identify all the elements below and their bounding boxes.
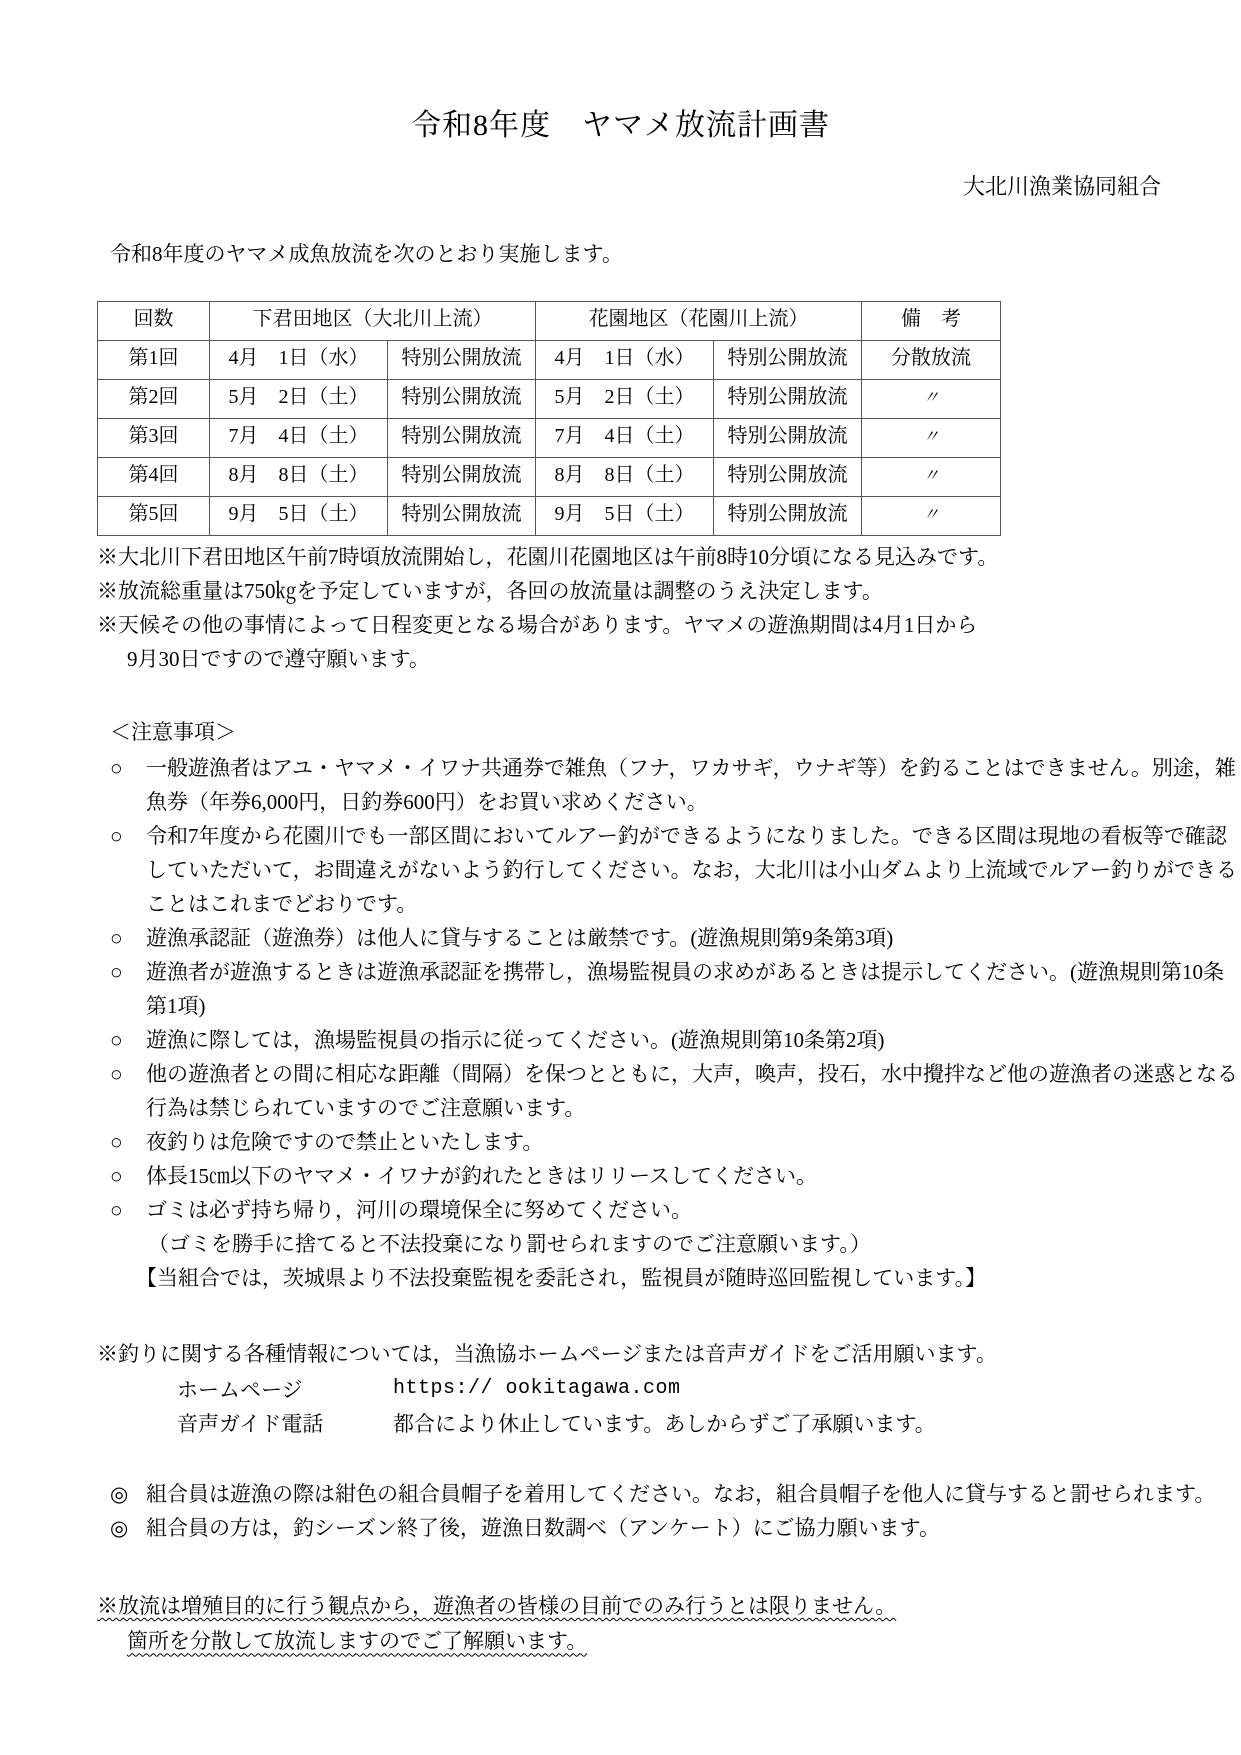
- table-header-row: [98, 301, 1001, 340]
- garbage-sub-note: （ゴミを勝手に捨てると不法投棄になり罰せられますのでご注意願います。）: [148, 1232, 871, 1257]
- release-schedule-table-wrapper: [0, 268, 1241, 536]
- cell-kaisu: 第4回: [98, 457, 210, 496]
- cell-area2-date: 7月 4日（土）: [536, 418, 714, 457]
- table-row: [98, 418, 1001, 457]
- final-line-1: ※放流は増殖目的に行う観点から，遊漁者の皆様の目前でのみ行うとは限りません。: [97, 1594, 897, 1619]
- cell-area1-date: 5月 2日（土）: [210, 379, 388, 418]
- final-emphasis-block: [0, 1545, 1241, 1660]
- homepage-url[interactable]: https:// ookitagawa.com: [393, 1377, 681, 1401]
- cell-area1-kind: 特別公開放流: [388, 457, 536, 496]
- cell-biko: 分散放流: [862, 340, 1001, 379]
- bullet-circle-icon: ○: [110, 1027, 123, 1052]
- release-schedule-table: [97, 301, 1001, 536]
- caution-item-text: ゴミは必ず持ち帰り，河川の環境保全に努めてください。: [146, 1198, 692, 1223]
- list-item: [110, 819, 1241, 921]
- list-item: [110, 955, 1241, 1023]
- cell-biko: 〃: [862, 457, 1001, 496]
- list-item: [110, 1511, 1241, 1545]
- cell-area1-date: 9月 5日（土）: [210, 496, 388, 535]
- table-row: [98, 457, 1001, 496]
- caution-item-text: 体長15㎝以下のヤマメ・イワナが釣れたときはリリースしてください。: [146, 1164, 817, 1189]
- member-item-text: 組合員は遊漁の際は紺色の組合員帽子を着用してください。なお，組合員帽子を他人に貸与すると罰せられます。: [146, 1482, 1216, 1507]
- cell-area1-kind: 特別公開放流: [388, 340, 536, 379]
- cell-area2-kind: 特別公開放流: [714, 457, 862, 496]
- organization-name: 大北川漁業協同組合: [962, 174, 1161, 199]
- bullet-circle-icon: ○: [110, 823, 123, 848]
- bullet-circle-icon: ○: [110, 1198, 123, 1223]
- list-item: [110, 1057, 1241, 1125]
- cell-area1-date: 8月 8日（土）: [210, 457, 388, 496]
- list-item: [110, 1193, 1241, 1227]
- info-lead-text: ※釣りに関する各種情報については，当漁協ホームページまたは音声ガイドをご活用願います。: [97, 1342, 997, 1367]
- table-row: [98, 340, 1001, 379]
- cell-biko: 〃: [862, 496, 1001, 535]
- cell-area2-kind: 特別公開放流: [714, 379, 862, 418]
- cell-area2-date: 4月 1日（水）: [536, 340, 714, 379]
- cell-area2-kind: 特別公開放流: [714, 340, 862, 379]
- cell-area2-date: 8月 8日（土）: [536, 457, 714, 496]
- footnote-1: ※大北川下君田地区午前7時頃放流開始し，花園川花園地区は午前8時10分頃になる見込みです。: [97, 544, 999, 569]
- caution-item-text: 一般遊漁者はアユ・ヤマメ・イワナ共通券で雑魚（フナ，ワカサギ，ウナギ等）を釣ることはできません。別途，雑魚券（年券6,000円，日釣券600円）をお買い求めください。: [146, 755, 1236, 814]
- table-row: [98, 496, 1001, 535]
- cell-area2-kind: 特別公開放流: [714, 418, 862, 457]
- th-kaisu: 回数: [98, 301, 210, 340]
- cell-area1-kind: 特別公開放流: [388, 379, 536, 418]
- th-area-shimokimita: 下君田地区（大北川上流）: [210, 301, 536, 340]
- list-item: [110, 921, 1241, 955]
- list-item: [110, 751, 1241, 819]
- cell-kaisu: 第3回: [98, 418, 210, 457]
- footnote-2: ※放流総重量は750㎏を予定していますが，各回の放流量は調整のうえ決定します。: [97, 578, 883, 603]
- cell-area2-date: 9月 5日（土）: [536, 496, 714, 535]
- bullet-circle-icon: ○: [110, 1130, 123, 1154]
- bullet-double-circle-icon: ◎: [110, 1516, 129, 1541]
- bullet-double-circle-icon: ◎: [110, 1482, 129, 1507]
- caution-item-text: 令和7年度から花園川でも一部区間においてルアー釣ができるようになりました。できる区間は現地の看板等で確認していただいて，お間違えがないよう釣行してください。なお，大北川は小山ダムより上流域でルアー釣りができることはこれまでどおりです。: [146, 823, 1237, 916]
- footnote-3: ※天候その他の事情によって日程変更となる場合があります。ヤマメの遊漁期間は4月1日から: [97, 612, 978, 637]
- bullet-circle-icon: ○: [110, 1061, 123, 1086]
- cell-area2-kind: 特別公開放流: [714, 496, 862, 535]
- footnote-3-cont: 9月30日ですので遵守願います。: [127, 646, 430, 671]
- cell-biko: 〃: [862, 418, 1001, 457]
- cell-area1-date: 7月 4日（土）: [210, 418, 388, 457]
- th-area-hanazono: 花園地区（花園川上流）: [536, 301, 862, 340]
- cell-area2-date: 5月 2日（土）: [536, 379, 714, 418]
- intro-paragraph: 令和8年度のヤマメ成魚放流を次のとおり実施します。: [110, 242, 623, 267]
- cell-kaisu: 第1回: [98, 340, 210, 379]
- caution-section-heading: ＜注意事項＞: [110, 719, 236, 744]
- member-list: [0, 1441, 1241, 1545]
- ibaraki-monitoring-note: 【当組合では，茨城県より不法投棄監視を委託され，監視員が随時巡回監視しています。】: [136, 1266, 987, 1291]
- contact-label-voice-guide: 音声ガイド電話: [177, 1412, 324, 1437]
- bullet-circle-icon: ○: [110, 1164, 123, 1189]
- contact-label-homepage: ホームページ: [177, 1378, 303, 1403]
- contact-row-voice-guide: [177, 1407, 1241, 1441]
- info-section: [0, 1295, 1241, 1441]
- table-row: [98, 379, 1001, 418]
- caution-item-text: 夜釣りは危険ですので禁止といたします。: [146, 1130, 544, 1154]
- voice-guide-status: 都合により休止しています。あしからずご了承願います。: [393, 1412, 936, 1437]
- cell-area1-kind: 特別公開放流: [388, 496, 536, 535]
- bullet-circle-icon: ○: [110, 755, 123, 780]
- member-item-text: 組合員の方は，釣シーズン終了後，遊漁日数調べ（アンケート）にご協力願います。: [146, 1516, 941, 1541]
- table-footnotes: [0, 536, 1241, 676]
- list-item: [110, 1125, 1241, 1159]
- table-body: [98, 340, 1001, 535]
- cell-kaisu: 第2回: [98, 379, 210, 418]
- caution-item-text: 遊漁承認証（遊漁券）は他人に貸与することは厳禁です。(遊漁規則第9条第3項): [146, 925, 894, 950]
- bullet-circle-icon: ○: [110, 959, 123, 984]
- final-line-2: 箇所を分散して放流しますのでご了解願います。: [127, 1629, 588, 1654]
- list-item: [110, 1477, 1241, 1511]
- caution-item-text: 遊漁に際しては，漁場監視員の指示に従ってください。(遊漁規則第10条第2項): [146, 1027, 885, 1052]
- contact-row-homepage: [177, 1373, 1241, 1407]
- th-biko: 備 考: [862, 301, 1001, 340]
- cell-area1-date: 4月 1日（水）: [210, 340, 388, 379]
- list-item: [110, 1023, 1241, 1057]
- page-title: 令和8年度 ヤマメ放流計画書: [411, 109, 830, 142]
- list-item: [110, 1159, 1241, 1193]
- caution-list: [0, 745, 1241, 1227]
- caution-item-text: 他の遊漁者との間に相応な距離（間隔）を保つとともに，大声，喚声，投石，水中攪拌など他の遊漁者の迷惑となる行為は禁じられていますのでご注意願います。: [146, 1061, 1238, 1120]
- contact-rows: [97, 1371, 1241, 1441]
- caution-item-text: 遊漁者が遊漁するときは遊漁承認証を携帯し，漁場監視員の求めがあるときは提示してください。(遊漁規則第10条第1項): [146, 959, 1224, 1018]
- cell-kaisu: 第5回: [98, 496, 210, 535]
- cell-area1-kind: 特別公開放流: [388, 418, 536, 457]
- bullet-circle-icon: ○: [110, 925, 123, 950]
- cell-biko: 〃: [862, 379, 1001, 418]
